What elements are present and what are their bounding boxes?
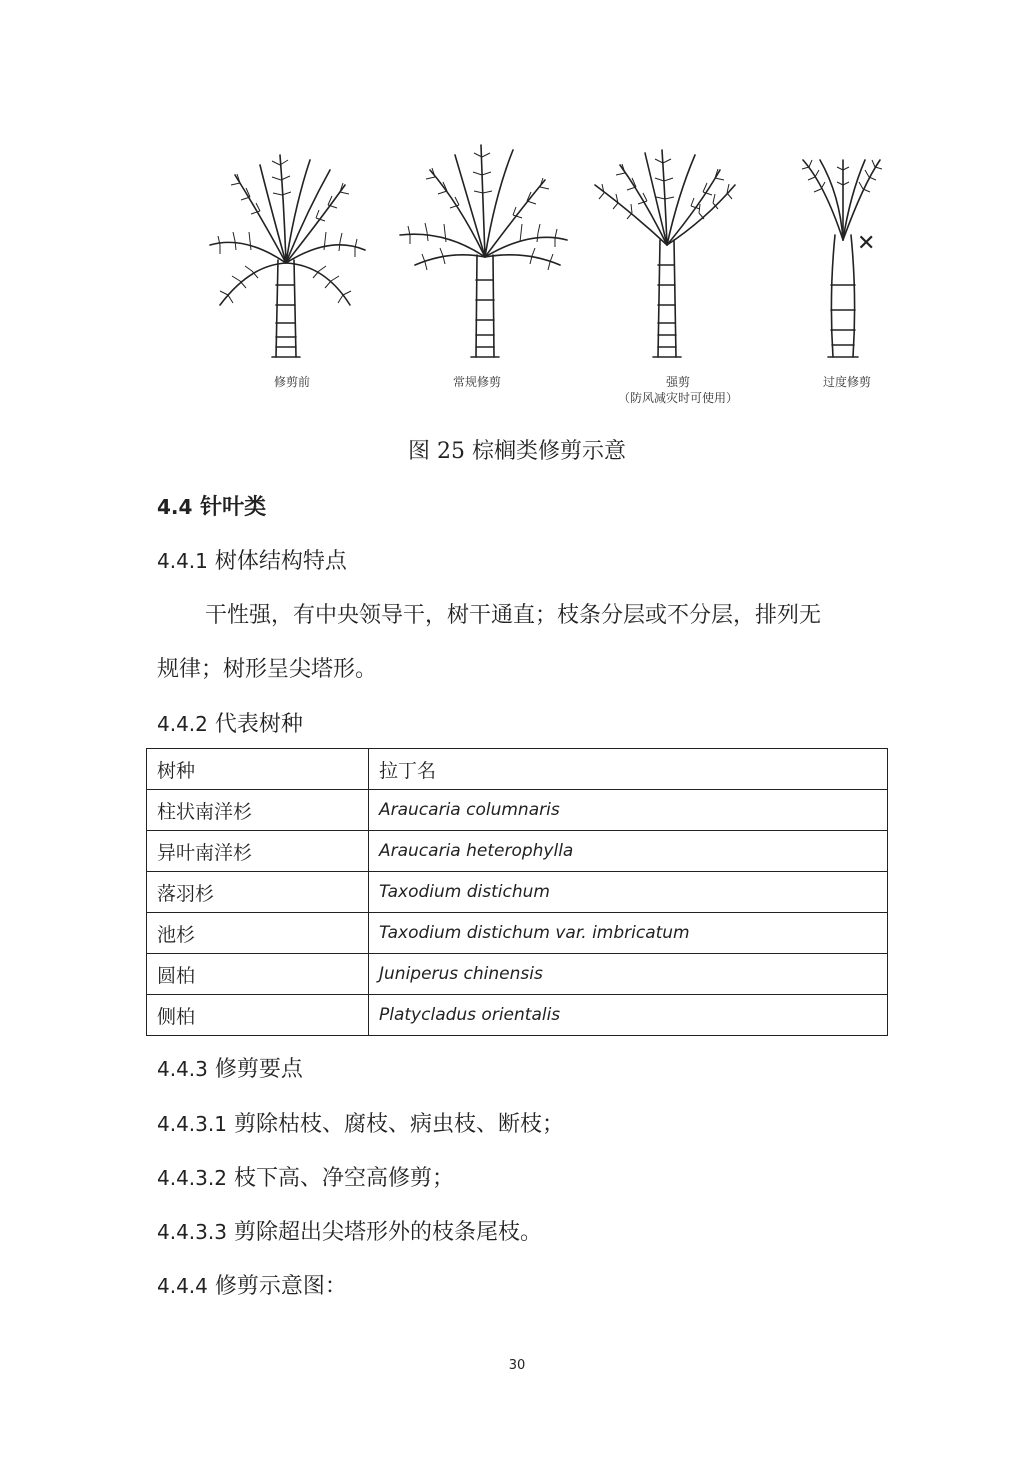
table-cell-latin: Platycladus orientalis — [369, 995, 888, 1036]
subsection-title-443: 修剪要点 — [214, 1057, 303, 1082]
table-cell-species: 异叶南洋杉 — [147, 831, 369, 872]
pruning-point-number: 4.4.3.1 — [157, 1112, 227, 1136]
pruning-point-text: 剪除枯枝、腐枝、病虫枝、断枝； — [233, 1112, 564, 1137]
table-cell-species: 侧柏 — [147, 995, 369, 1036]
table-header-latin: 拉丁名 — [369, 749, 888, 790]
pruning-point-number: 4.4.3.2 — [157, 1166, 227, 1190]
table-cell-latin: Araucaria heterophylla — [369, 831, 888, 872]
table-row — [147, 872, 888, 913]
pruning-point-text: 剪除超出尖塔形外的枝条尾枝。 — [233, 1220, 542, 1245]
table-row — [147, 995, 888, 1036]
cross-mark-icon: ✕ — [857, 231, 876, 256]
palm-pruning-figure — [190, 135, 900, 415]
pruning-point-3 — [157, 1215, 542, 1246]
table-cell-latin: Juniperus chinensis — [369, 954, 888, 995]
species-table — [146, 748, 888, 1036]
page-number: 30 — [508, 1358, 526, 1373]
pruning-point-text: 枝下高、净空高修剪； — [233, 1166, 454, 1191]
paragraph-line-1: 干性强，有中央领导干，树干通直；枝条分层或不分层，排列无 — [205, 603, 822, 628]
table-row — [147, 913, 888, 954]
subsection-title-441: 树体结构特点 — [214, 549, 347, 574]
palm-heavy-pruning-illustration — [590, 135, 740, 365]
caption-before-pruning: 修剪前 — [273, 375, 310, 389]
subsection-number-443: 4.4.3 — [157, 1057, 208, 1081]
paragraph-line-2: 规律；树形呈尖塔形。 — [157, 657, 378, 682]
subsection-heading-444 — [157, 1269, 347, 1300]
table-row — [147, 790, 888, 831]
table-cell-species: 柱状南洋杉 — [147, 790, 369, 831]
table-cell-latin: Taxodium distichum — [369, 872, 888, 913]
subsection-number-441: 4.4.1 — [157, 549, 208, 573]
table-row — [147, 831, 888, 872]
palm-before-pruning-illustration — [200, 135, 370, 365]
pruning-point-number: 4.4.3.3 — [157, 1220, 227, 1244]
table-cell-species: 圆柏 — [147, 954, 369, 995]
palm-over-pruning-illustration — [795, 135, 890, 365]
subsection-title-444: 修剪示意图： — [214, 1274, 347, 1299]
section-number: 4.4 — [157, 495, 193, 519]
subsection-title-442: 代表树种 — [214, 712, 303, 737]
caption-over-pruning: 过度修剪 — [822, 375, 871, 389]
table-cell-species: 池杉 — [147, 913, 369, 954]
caption-normal-pruning: 常规修剪 — [452, 375, 501, 389]
table-row — [147, 954, 888, 995]
subsection-number-442: 4.4.2 — [157, 712, 208, 736]
table-cell-latin: Araucaria columnaris — [369, 790, 888, 831]
caption-heavy-pruning: 强剪 — [665, 375, 690, 389]
subsection-heading-441 — [157, 544, 347, 575]
table-cell-species: 落羽杉 — [147, 872, 369, 913]
pruning-point-2 — [157, 1161, 454, 1192]
palm-normal-pruning-illustration — [395, 135, 570, 365]
section-title: 针叶类 — [200, 494, 267, 520]
subsection-number-444: 4.4.4 — [157, 1274, 208, 1298]
section-heading — [157, 490, 266, 521]
figure-title: 图 25 棕榈类修剪示意 — [408, 439, 626, 464]
table-cell-latin: Taxodium distichum var. imbricatum — [369, 913, 888, 954]
table-header-row — [147, 749, 888, 790]
caption-heavy-pruning-note: （防风减灾时可使用） — [617, 391, 738, 405]
pruning-point-1 — [157, 1107, 564, 1138]
table-header-species: 树种 — [147, 749, 369, 790]
subsection-heading-442 — [157, 707, 303, 738]
subsection-heading-443 — [157, 1052, 303, 1083]
